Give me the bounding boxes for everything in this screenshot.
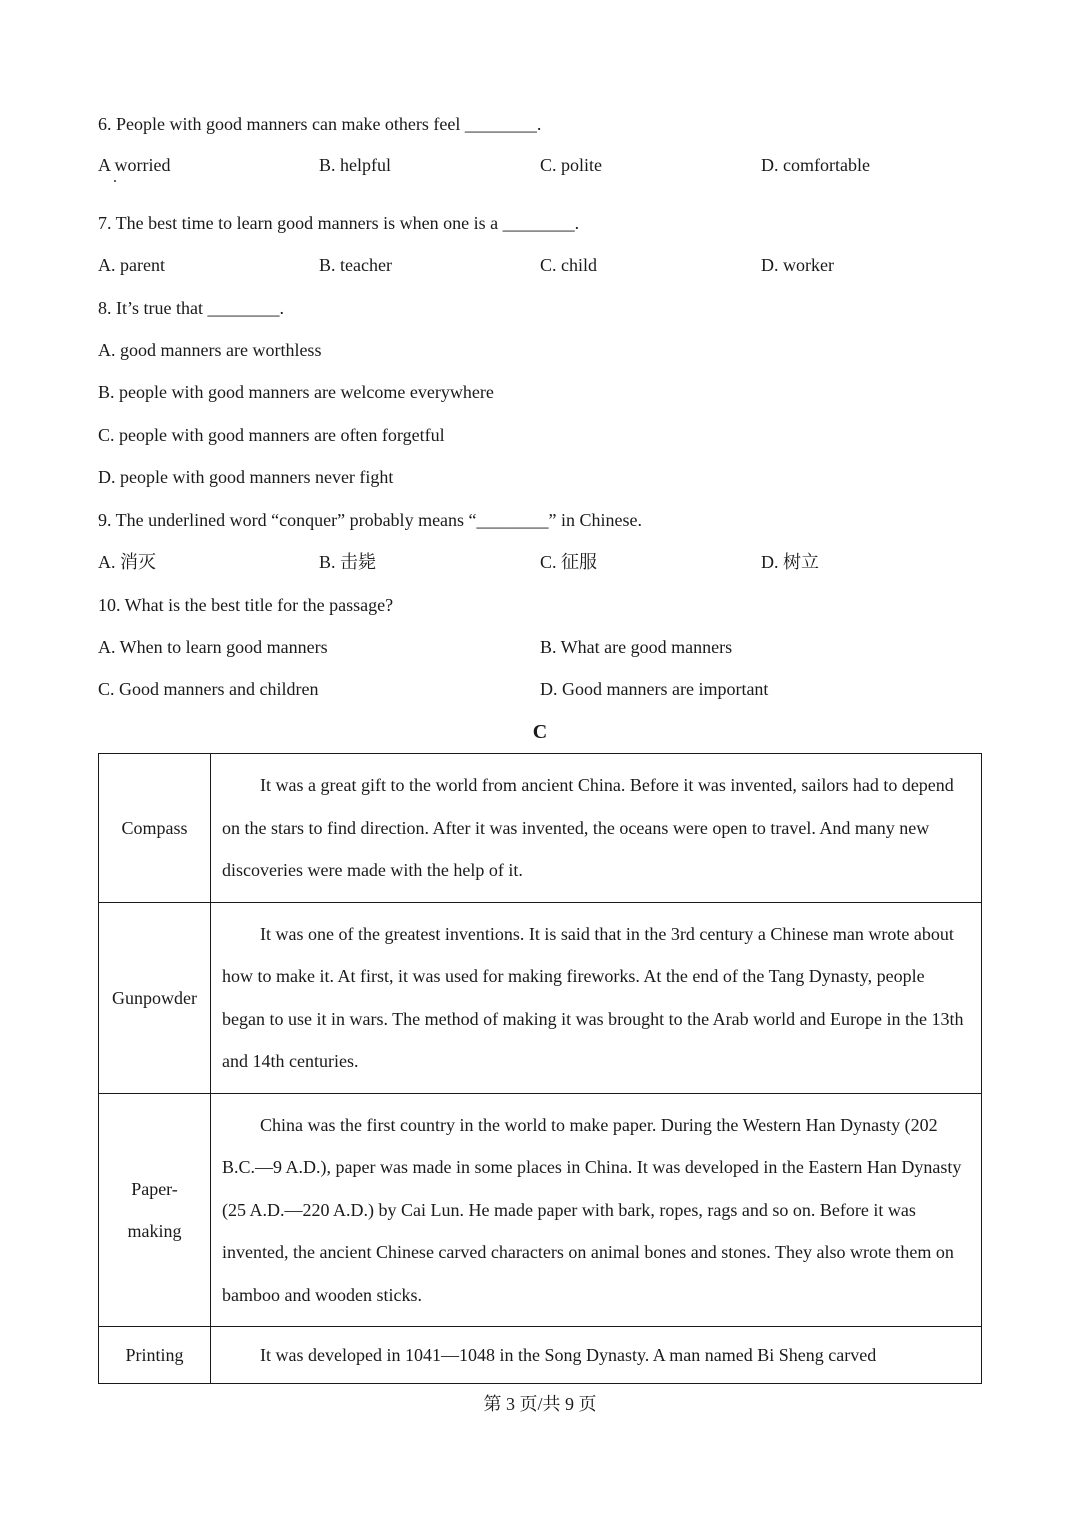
question-10-option-d: D. Good manners are important bbox=[540, 679, 769, 699]
question-9-option-b: B. 击毙 bbox=[319, 552, 377, 572]
table-row bbox=[99, 902, 982, 1093]
question-8-stem: 8. It’s true that ________. bbox=[98, 298, 284, 318]
section-c-title: C bbox=[532, 721, 548, 743]
question-7-option-d: D. worker bbox=[761, 255, 834, 275]
question-7-option-c: C. child bbox=[540, 255, 597, 275]
question-8-option-b: B. people with good manners are welcome everywhere bbox=[98, 382, 494, 402]
page-footer: 第 3 页/共 9 页 bbox=[483, 1394, 597, 1414]
question-7-stem: 7. The best time to learn good manners is when one is a ________. bbox=[98, 213, 580, 233]
question-6-option-d: D. comfortable bbox=[761, 155, 870, 175]
invention-name-printing: Printing bbox=[99, 1327, 211, 1384]
question-7-option-a: A. parent bbox=[98, 255, 165, 275]
invention-name-paper-making: Paper-making bbox=[99, 1093, 211, 1327]
table-row bbox=[99, 1327, 982, 1384]
invention-description-printing: It was developed in 1041—1048 in the Song Dynasty. A man named Bi Sheng carved bbox=[211, 1327, 982, 1384]
question-9-option-a: A. 消灭 bbox=[98, 552, 156, 572]
question-8-option-a: A. good manners are worthless bbox=[98, 340, 322, 360]
question-7-option-b: B. teacher bbox=[319, 255, 392, 275]
question-6-option-b: B. helpful bbox=[319, 155, 391, 175]
question-8-option-d: D. people with good manners never fight bbox=[98, 467, 394, 487]
inventions-table bbox=[98, 753, 982, 1384]
question-10-option-b: B. What are good manners bbox=[540, 637, 733, 657]
question-9-option-d: D. 树立 bbox=[761, 552, 819, 572]
question-6-option-a: A worried bbox=[98, 155, 171, 175]
table-row bbox=[99, 1093, 982, 1327]
question-6-stem: 6. People with good manners can make others feel ________. bbox=[98, 114, 542, 134]
invention-name-compass: Compass bbox=[99, 754, 211, 903]
stray-dot bbox=[114, 180, 116, 182]
invention-name-gunpowder: Gunpowder bbox=[99, 902, 211, 1093]
question-6-option-c: C. polite bbox=[540, 155, 602, 175]
question-10-option-a: A. When to learn good manners bbox=[98, 637, 328, 657]
invention-description-paper-making: China was the first country in the world to make paper. During the Western Han Dynasty (202 B.C.—9 A.D.), paper was made in some places in China. It was developed in the Eastern Han Dynasty (25 A.D.—220 A.D.) by Cai Lun. He made paper with bark, ropes, rags and so on. Before it was invented, the ancient Chinese carved characters on animal bones and stones. They also wrote them on bamboo and wooden sticks. bbox=[211, 1093, 982, 1327]
question-10-option-c: C. Good manners and children bbox=[98, 679, 319, 699]
table-row bbox=[99, 754, 982, 903]
question-8-option-c: C. people with good manners are often forgetful bbox=[98, 425, 445, 445]
invention-description-compass: It was a great gift to the world from ancient China. Before it was invented, sailors had to depend on the stars to find direction. After it was invented, the oceans were open to travel. And many new discoveries were made with the help of it. bbox=[211, 754, 982, 903]
question-9-stem: 9. The underlined word “conquer” probably means “________” in Chinese. bbox=[98, 510, 643, 530]
invention-description-gunpowder: It was one of the greatest inventions. It is said that in the 3rd century a Chinese man wrote about how to make it. At first, it was used for making fireworks. At the end of the Tang Dynasty, people began to use it in wars. The method of making it was brought to the Arab world and Europe in the 13th and 14th centuries. bbox=[211, 902, 982, 1093]
question-10-stem: 10. What is the best title for the passage? bbox=[98, 595, 394, 615]
question-9-option-c: C. 征服 bbox=[540, 552, 598, 572]
